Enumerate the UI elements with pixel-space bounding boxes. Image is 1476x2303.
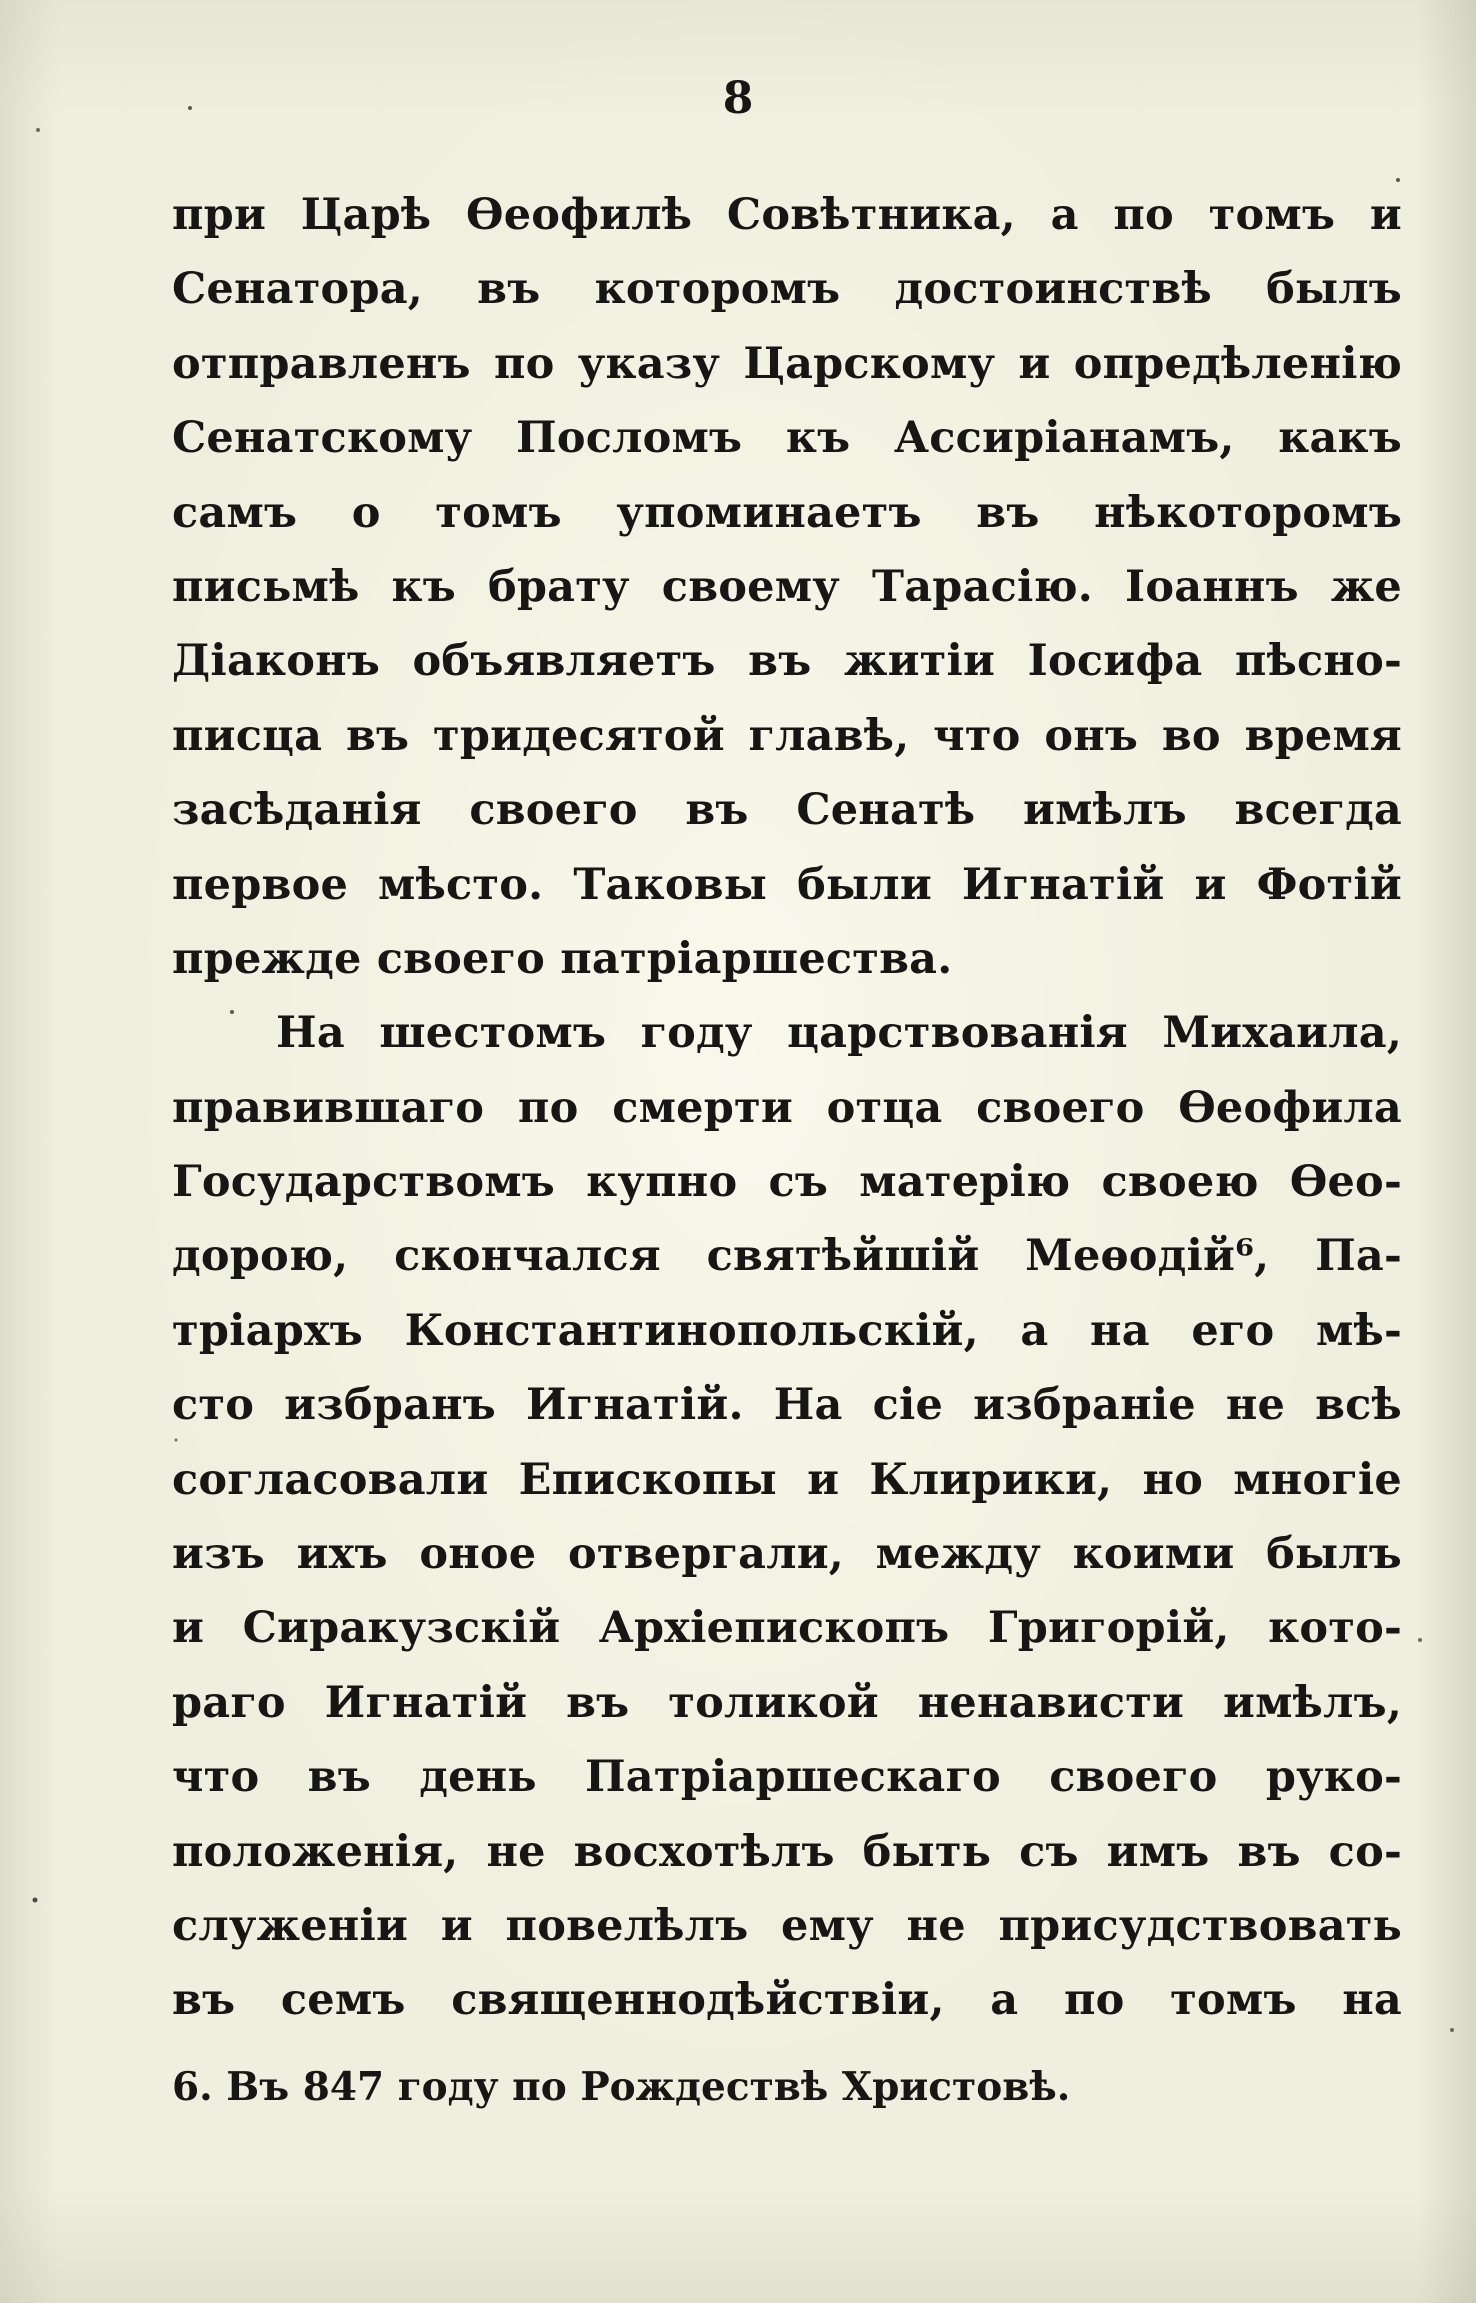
text-line: отправленъ по указу Царскому и опредѣленію: [172, 338, 1402, 389]
text-line: Сенатора, въ которомъ достоинствѣ былъ: [172, 264, 1402, 315]
text-line: первое мѣсто. Таковы были Игнатій и Фотій: [172, 859, 1402, 910]
text-line: писца въ тридесятой главѣ, что онъ во время: [172, 710, 1402, 761]
text-line: въ семъ священнодѣйствіи, а по томъ на: [172, 1975, 1402, 2026]
text-line: раго Игнатій въ толикой ненависти имѣлъ,: [172, 1677, 1402, 1728]
text-line: Сенатскому Посломъ къ Ассиріанамъ, какъ: [172, 413, 1402, 464]
text-line: На шестомъ году царствованія Михаила,: [276, 1008, 1402, 1059]
footnote: 6. Въ 847 году по Рождествѣ Христовѣ.: [172, 2064, 1071, 2110]
text-line: засѣданія своего въ Сенатѣ имѣлъ всегда: [172, 785, 1402, 836]
text-line: Государствомъ купно съ матерію своею Ѳео-: [172, 1157, 1402, 1208]
text-line: дорою, скончался святѣйшій Меѳодій⁶, Па-: [172, 1231, 1402, 1282]
text-line: и Сиракузскій Архіепископъ Григорій, кото-: [172, 1603, 1402, 1654]
text-line: положенія, не восхотѣлъ быть съ имъ въ со-: [172, 1826, 1402, 1877]
text-line: самъ о томъ упоминаетъ въ нѣкоторомъ: [172, 487, 1402, 538]
speck: [36, 128, 40, 132]
text-line: служеніи и повелѣлъ ему не присудствовать: [172, 1900, 1402, 1951]
speck: [1450, 2028, 1454, 2032]
page-number: 8: [722, 73, 754, 124]
body-text: [172, 178, 1402, 2038]
text-line: согласовали Епископы и Клирики, но многіе: [172, 1454, 1402, 1505]
text-line: Діаконъ объявляетъ въ житіи Іосифа пѣсно-: [172, 636, 1402, 687]
text-line: тріархъ Константинопольскій, а на его мѣ-: [172, 1305, 1402, 1356]
text-line: изъ ихъ оное отвергали, между коими былъ: [172, 1529, 1402, 1580]
text-line: что въ день Патріаршескаго своего руко-: [172, 1752, 1402, 1803]
speck: [1418, 1638, 1422, 1642]
text-line: правившаго по смерти отца своего Ѳеофила: [172, 1082, 1402, 1133]
text-line: письмѣ къ брату своему Тарасію. Іоаннъ же: [172, 561, 1402, 612]
text-line: прежде своего патріаршества.: [172, 933, 953, 984]
text-line: сто избранъ Игнатій. На сіе избраніе не всѣ: [172, 1380, 1402, 1431]
text-line: при Царѣ Ѳеофилѣ Совѣтника, а по томъ и: [172, 190, 1402, 240]
speck: [33, 1898, 38, 1903]
